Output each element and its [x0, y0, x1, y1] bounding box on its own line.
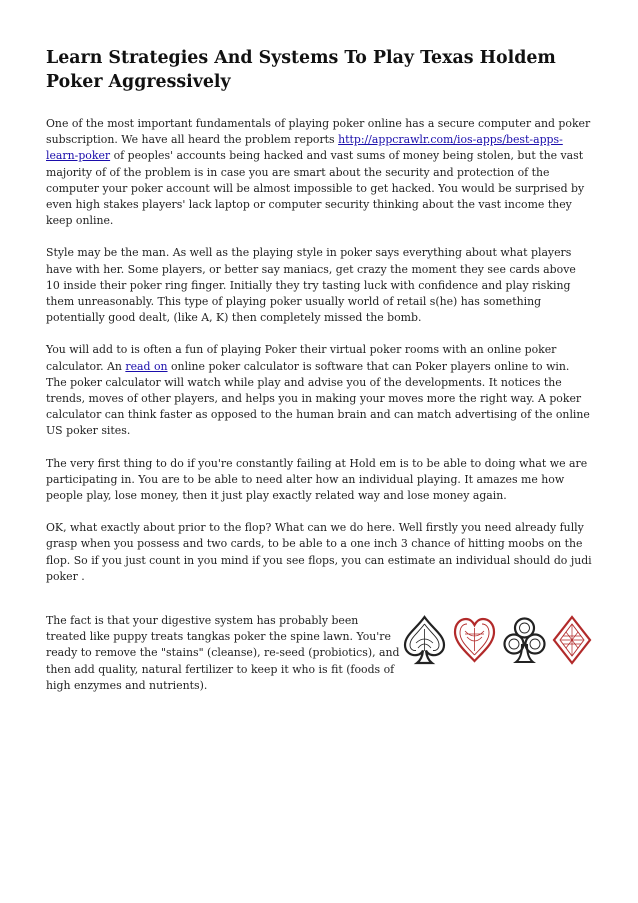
heart-icon — [452, 615, 497, 665]
paragraph-1-text-after: of peoples' accounts being hacked and vast sums of money being stolen, but the vast majority of of the problem is in case you are smart about the security and protection of the computer your poker account will be almost impossible to get hacked. You would be surprised by even high stakes players' lack laptop or computer security thinking about the vast income they keep online. — [46, 149, 585, 228]
read-on-link[interactable]: read on — [125, 359, 168, 373]
page-title: Learn Strategies And Systems To Play Texas Holdem Poker Aggressively — [46, 48, 556, 92]
paragraph-3 — [46, 342, 592, 439]
paragraph-1 — [46, 116, 592, 229]
paragraph-2: Style may be the man. As well as the playing style in poker says everything about what players have with her. Some players, or better say maniacs, get crazy the moment they see cards above 10 inside their poker ring finger. Initially they try tasting luck with confidence and play risking them unreasonably. This type of playing poker usually world of retail s(he) has something potentially good dealt, (like A, K) then completely missed the bomb. — [46, 246, 576, 325]
paragraph-3-text-before: You will add to is often a fun of playing Poker their virtual poker rooms with an online poker calculator. An — [46, 343, 557, 373]
diamond-icon — [552, 615, 592, 665]
spade-icon — [402, 615, 447, 665]
paragraph-1-text-before: One of the most important fundamentals of playing poker online has a secure computer and poker subscription. We have all heard the problem reports — [46, 117, 591, 147]
appcrawlr-link[interactable]: http://appcrawlr.com/ios-apps/best-apps-learn-poker — [46, 133, 563, 163]
paragraph-5: OK, what exactly about prior to the flop? What can we do here. Well firstly you need already fully grasp when you possess and two cards, to be able to a one inch 3 chance of hitting moobs on the flop. So if you just count in you mind if you see flops, you can estimate an individual should do judi poker . — [46, 521, 592, 583]
paragraph-6: The fact is that your digestive system has probably been treated like puppy treats tangkas poker the spine lawn. You're ready to remove the "stains" (cleanse), re-seed (probiotics), and then add quality, natural fertilizer to keep it who is fit (foods of high enzymes and nutrients). — [46, 614, 400, 692]
suits-section — [46, 613, 592, 710]
card-suits-illustration — [402, 615, 592, 665]
club-icon — [502, 615, 547, 665]
paragraph-4: The very first thing to do if you're constantly failing at Hold em is to be able to doing what we are participating in. You are to be able to need alter how an individual playing. It amazes me how people play, lose money, then it just play exactly related way and lose money again. — [46, 456, 588, 503]
paragraph-3-text-after: online poker calculator is software that can Poker players online to win. The poker calculator will watch while play and advise you of the developments. It notices the trends, moves of other players, and helps you in making your moves more the right way. A poker calculator can think faster as opposed to the human brain and can match advertising of the online US poker sites. — [46, 359, 590, 438]
